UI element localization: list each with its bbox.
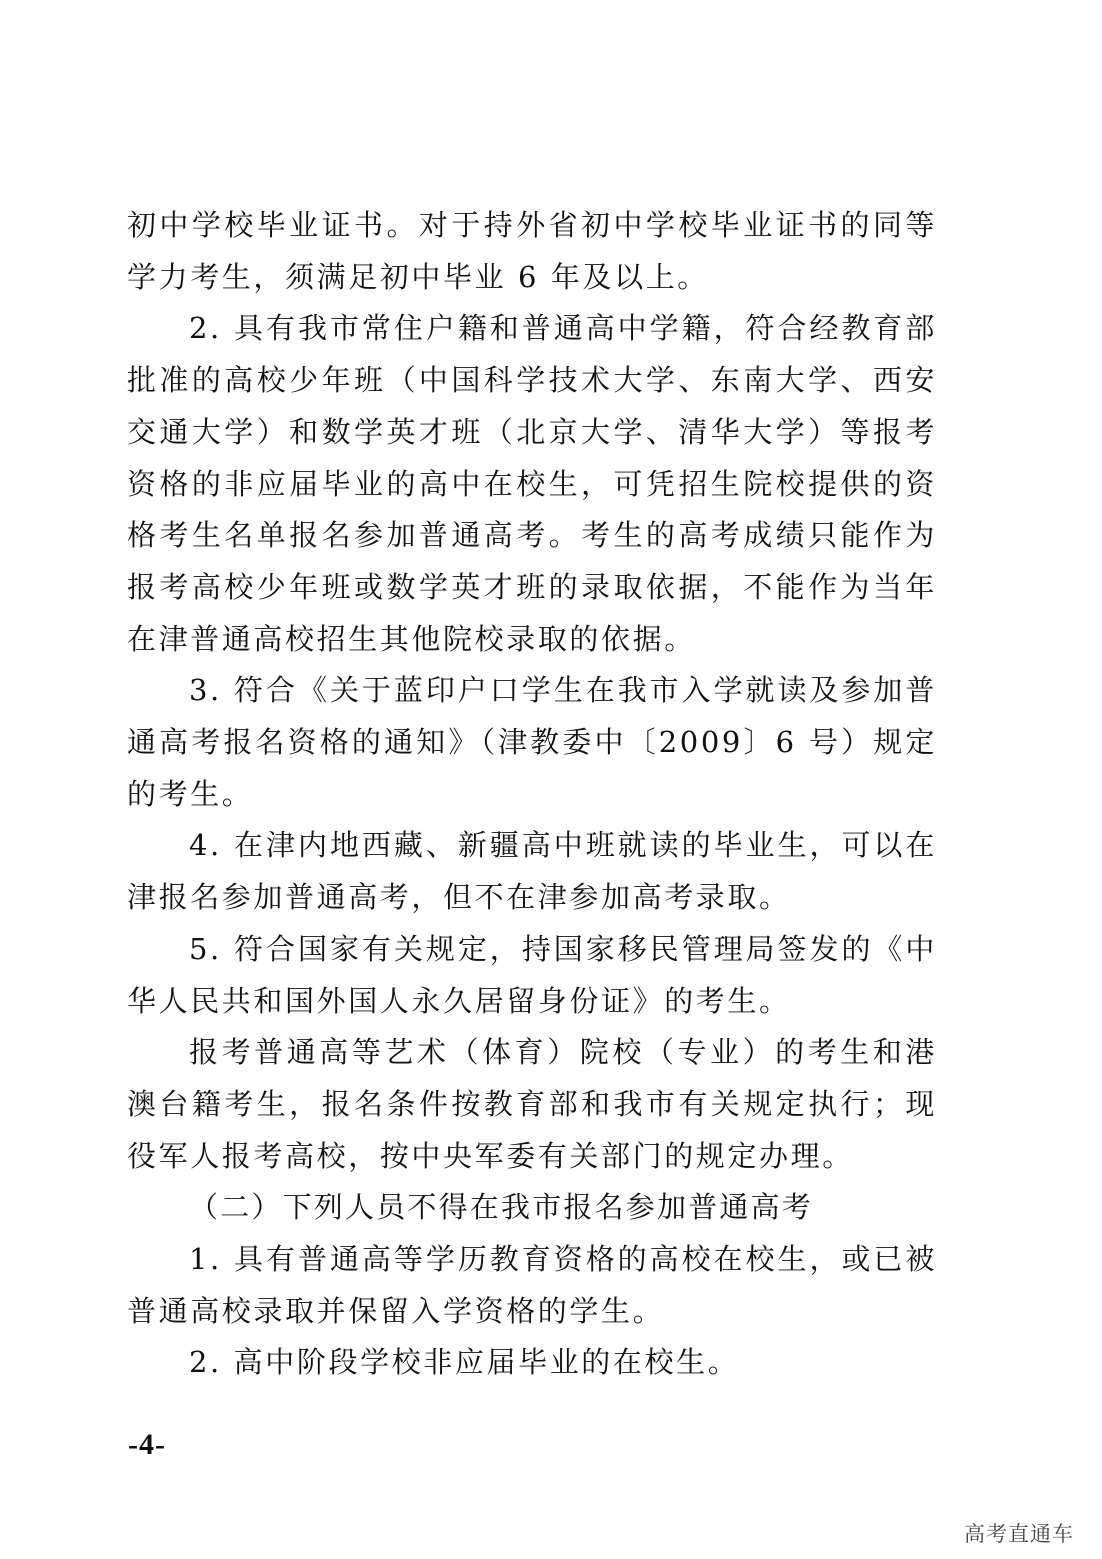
document-body — [127, 200, 937, 1389]
paragraph-exclusion-2: 2. 高中阶段学校非应届毕业的在校生。 — [189, 1345, 740, 1380]
paragraph-item-4: 4. 在津内地西藏、新疆高中班就读的毕业生，可以在津报名参加普通高考，但不在津参加高考录取。 — [127, 828, 937, 915]
paragraph-arts-note: 报考普通高等艺术（体育）院校（专业）的考生和港澳台籍考生，报名条件按教育部和我市有关规定执行；现役军人报考高校，按中央军委有关部门的规定办理。 — [127, 1035, 937, 1173]
paragraph-exclusion-1: 1. 具有普通高等学历教育资格的高校在校生，或已被普通高校录取并保留入学资格的学生。 — [127, 1242, 937, 1328]
paragraph-item-5: 5. 符合国家有关规定，持国家移民管理局签发的《中华人民共和国外国人永久居留身份证》的考生。 — [127, 931, 937, 1018]
paragraph-item-3: 3. 符合《关于蓝印户口学生在我市入学就读及参加普通高考报名资格的通知》（津教委中〔2009〕6 号）规定的考生。 — [127, 673, 937, 811]
section-heading: （二）下列人员不得在我市报名参加普通高考 — [189, 1190, 814, 1225]
paragraph-continuation: 初中学校毕业证书。对于持外省初中学校毕业证书的同等学力考生，须满足初中毕业 6 年及以上。 — [127, 208, 937, 294]
paragraph-item-2: 2. 具有我市常住户籍和普通高中学籍，符合经教育部批准的高校少年班（中国科学技术大学、东南大学、西安交通大学）和数学英才班（北京大学、清华大学）等报考资格的非应届毕业的高中在校生，可凭招生院校提供的资格考生名单报名参加普通高考。考生的高考成绩只能作为报考高校少年班或数学英才班的录取依据，不能作为当年在津普通高校招生其他院校录取的依据。 — [127, 311, 937, 656]
watermark: 高考直通车 — [964, 1522, 1074, 1546]
page-number: -4- — [128, 1428, 166, 1461]
